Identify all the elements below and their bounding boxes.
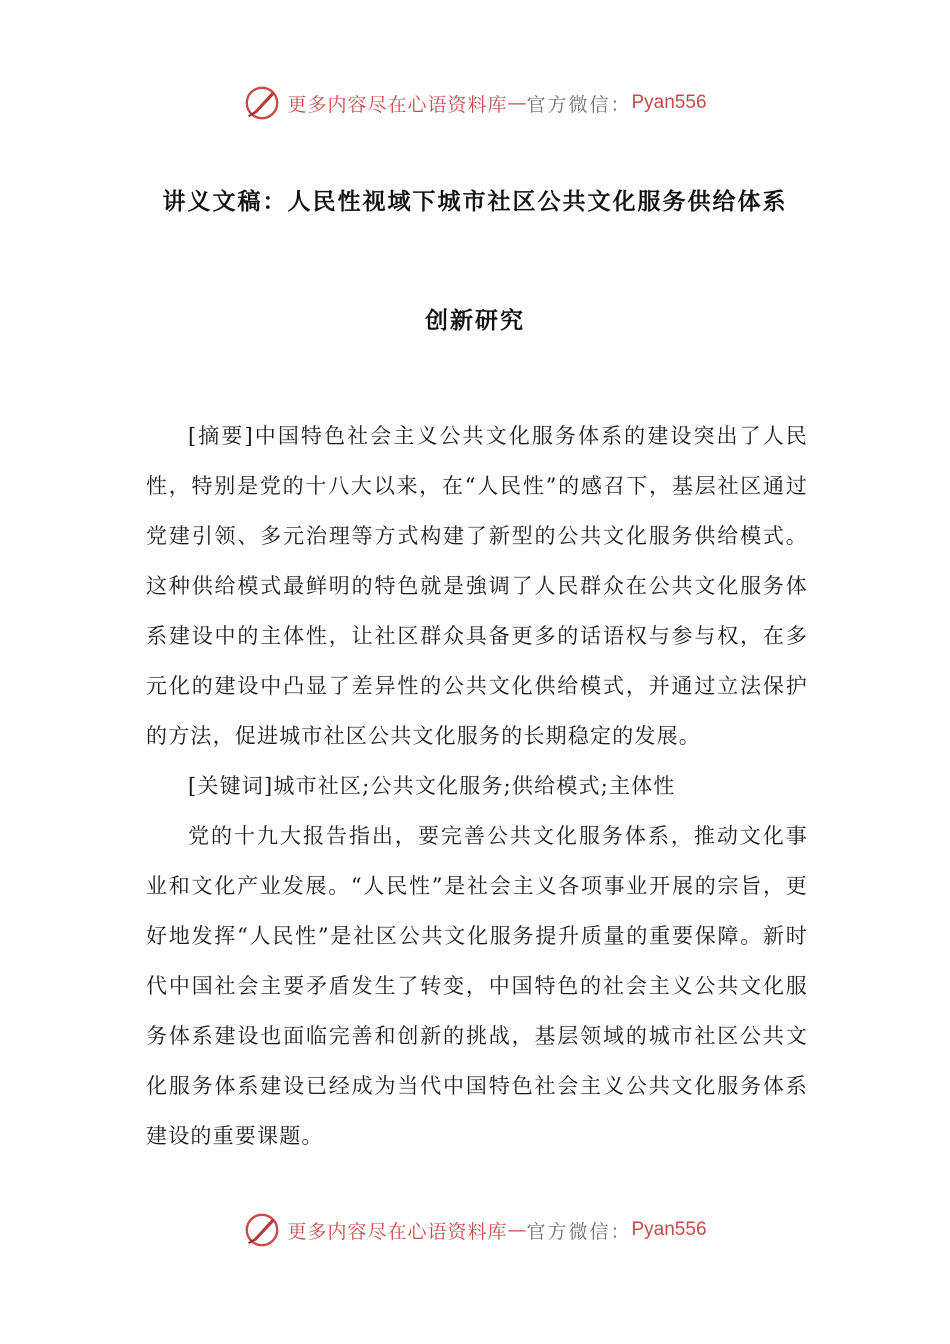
banner-brand-text: 更多内容尽在心语资料库 [287, 93, 508, 116]
keywords-paragraph: [关键词]城市社区;公共文化服务;供给模式;主体性 [188, 774, 676, 798]
banner-brand-text: 更多内容尽在心语资料库 [287, 1220, 508, 1243]
quill-logo-icon [243, 84, 281, 122]
banner-wechat-label: 官方微信： [526, 1220, 632, 1243]
footer-banner [0, 1210, 950, 1250]
quill-logo-icon [243, 1211, 281, 1249]
header-banner [0, 83, 950, 123]
banner-wechat-label: 官方微信： [526, 93, 632, 116]
banner-wechat-id: Pyan556 [631, 1219, 707, 1240]
abstract-paragraph: [摘要]中国特色社会主义公共文化服务体系的建设突出了人民性，特别是党的十八大以来，在“人民性”的感召下，基层社区通过党建引领、多元治理等方式构建了新型的公共文化服务供给模式。这种供给模式最鲜明的特色就是強调了人民群众在公共文化服务体系建设中的主体性，让社区群众具备更多的话语权与参与权，在多元化的建设中凸显了差异性的公共文化供给模式，并通过立法保护的方法，促进城市社区公共文化服务的长期稳定的发展。 [146, 424, 808, 748]
body-paragraph: 党的十九大报告指出，要完善公共文化服务体系，推动文化事业和文化产业发展。“人民性”是社会主义各项事业开展的宗旨，更好地发挥“人民性”是社区公共文化服务提升质量的重要保障。新时代中国社会主要矛盾发生了转变，中国特色的社会主义公共文化服务体系建设也面临完善和创新的挑战，基层领域的城市社区公共文化服务体系建设已经成为当代中国特色社会主义公共文化服务体系建设的重要课题。 [146, 824, 808, 1148]
banner-separator: — [507, 1219, 527, 1241]
document-body [146, 411, 808, 1161]
document-title-line-2: 创新研究 [425, 308, 525, 334]
banner-wechat-id: Pyan556 [631, 92, 707, 113]
banner-separator: — [507, 92, 527, 114]
document-title-line-1: 讲义文稿：人民性视域下城市社区公共文化服务供给体系 [162, 189, 788, 215]
